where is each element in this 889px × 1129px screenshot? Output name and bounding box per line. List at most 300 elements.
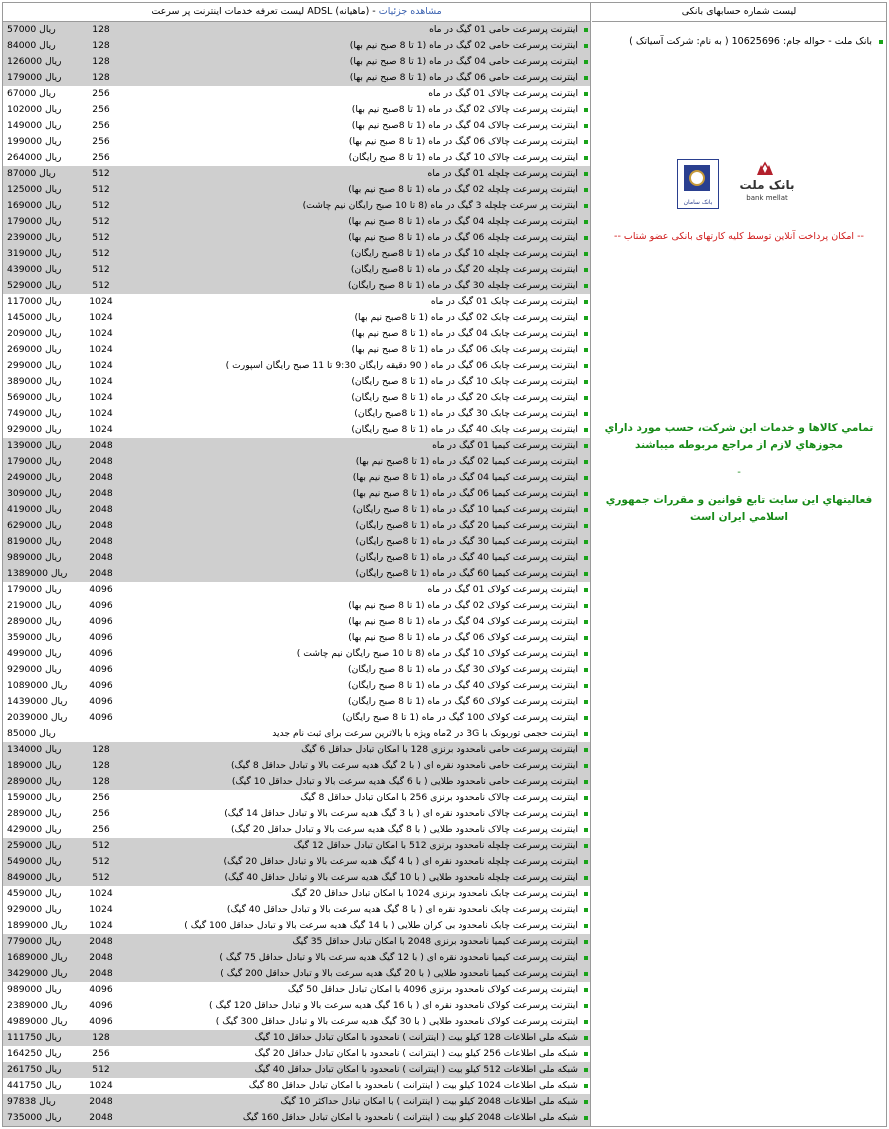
plan-name-cell: اینترنت حجمی توربونک با 3G در 2ماه ویژه با بالاترین سرعت برای ثبت نام جدید (272, 728, 578, 739)
tariff-row (3, 454, 590, 470)
plan-name-cell: شبکه ملی اطلاعات 512 کیلو بیت ( اینترانت ) نامحدود با امکان تبادل حداقل 40 گیگ (254, 1064, 578, 1075)
tariff-row (3, 870, 590, 886)
saman-bank-logo[interactable] (677, 159, 719, 209)
price-cell: 439000 ریال (7, 264, 62, 275)
bullet-icon (584, 940, 588, 944)
price-cell: 289000 ریال (7, 776, 62, 787)
tariff-row (3, 70, 590, 86)
speed-cell: 1024 (89, 904, 113, 915)
speed-cell: 256 (92, 88, 110, 99)
bullet-icon (584, 188, 588, 192)
price-cell: 125000 ریال (7, 184, 62, 195)
plan-name-cell: شبکه ملی اطلاعات 128 کیلو بیت ( اینترانت ) نامحدود با امکان تبادل حداقل 10 گیگ (254, 1032, 578, 1043)
plan-name-cell: اینترنت پرسرعت چالاک نامحدود طلایی ( با 8 گیگ هدیه سرعت بالا و تبادل حداقل 20 گیگ) (230, 824, 578, 835)
details-link[interactable]: مشاهده جزئیات (378, 6, 442, 17)
bank-account-item (592, 32, 886, 52)
speed-cell: 2048 (89, 936, 113, 947)
bullet-icon (584, 572, 588, 576)
bullet-icon (584, 956, 588, 960)
speed-cell: 4096 (89, 664, 113, 675)
price-cell: 84000 ریال (7, 40, 56, 51)
plan-name-cell: شبکه ملی اطلاعات 1024 کیلو بیت ( اینترانت ) نامحدود با امکان تبادل حداقل 80 گیگ (248, 1080, 578, 1091)
price-cell: 189000 ریال (7, 760, 62, 771)
bullet-icon (584, 876, 588, 880)
tariff-row (3, 550, 590, 566)
speed-cell: 128 (92, 72, 110, 83)
plan-name-cell: اینترنت پرسرعت کیمیا 01 گیگ در ماه (432, 440, 578, 451)
price-cell: 179000 ریال (7, 216, 62, 227)
price-cell: 629000 ریال (7, 520, 62, 531)
tariff-row (3, 38, 590, 54)
price-cell: 569000 ریال (7, 392, 62, 403)
price-cell: 145000 ریال (7, 312, 62, 323)
bank-account-text: بانک ملت - حواله جام: 10625696 ( به نام: شرکت آسیاتک ) (629, 36, 872, 47)
speed-cell: 1024 (89, 392, 113, 403)
speed-cell: 256 (92, 808, 110, 819)
bullet-icon (584, 316, 588, 320)
tariff-row (3, 614, 590, 630)
bullet-icon (584, 668, 588, 672)
price-cell: 849000 ریال (7, 872, 62, 883)
plan-name-cell: اینترنت پرسرعت کولاک 10 گیگ در ماه (8 تا 10 صبح رایگان نیم چاشت ) (296, 648, 578, 659)
plan-name-cell: اینترنت پرسرعت کولاک 30 گیگ در ماه (1 تا 8 صبح رایگان) (348, 664, 578, 675)
bullet-icon (584, 844, 588, 848)
price-cell: 102000 ریال (7, 104, 62, 115)
tariff-row (3, 326, 590, 342)
bullet-icon (584, 1020, 588, 1024)
bullet-icon (584, 1036, 588, 1040)
bullet-icon (584, 796, 588, 800)
tariff-row (3, 582, 590, 598)
tariff-row (3, 118, 590, 134)
speed-cell: 1024 (89, 360, 113, 371)
bullet-icon (584, 444, 588, 448)
speed-cell: 512 (92, 232, 110, 243)
bullet-icon (584, 460, 588, 464)
tariff-row (3, 102, 590, 118)
price-cell: 209000 ریال (7, 328, 62, 339)
plan-name-cell: اینترنت پرسرعت کولاک 02 گیگ در ماه (1 تا 8 صبح نیم بها) (348, 600, 578, 611)
bullet-icon (584, 892, 588, 896)
mellat-name: بانک ملت (739, 178, 795, 192)
tariff-header (3, 3, 590, 22)
speed-cell: 4096 (89, 632, 113, 643)
tariff-row (3, 646, 590, 662)
tariff-row (3, 918, 590, 934)
speed-cell: 128 (92, 1032, 110, 1043)
plan-name-cell: اینترنت پرسرعت چلچله 30 گیگ در ماه (1 تا 8 صبح رایگان) (347, 280, 578, 291)
plan-name-cell: اینترنت پرسرعت چالاک 01 گیگ در ماه (428, 88, 578, 99)
bullet-icon (584, 748, 588, 752)
price-cell: 67000 ریال (7, 88, 56, 99)
speed-cell: 4096 (89, 1000, 113, 1011)
speed-cell: 2048 (89, 488, 113, 499)
price-cell: 299000 ریال (7, 360, 62, 371)
speed-cell: 512 (92, 216, 110, 227)
bullet-icon (584, 60, 588, 64)
price-cell: 164250 ریال (7, 1048, 62, 1059)
speed-cell: 512 (92, 200, 110, 211)
plan-name-cell: اینترنت پرسرعت چلچله 01 گیگ در ماه (427, 168, 578, 179)
speed-cell: 2048 (89, 568, 113, 579)
plan-name-cell: اینترنت پرسرعت کیمیا نامحدود نقره ای ( با 12 گیگ هدیه سرعت بالا و تبادل حداقل 75 گیگ ) (219, 952, 578, 963)
plan-name-cell: اینترنت پرسرعت چلچله نامحدود برنزی 512 با امکان تبادل حداقل 12 گیگ (293, 840, 578, 851)
plan-name-cell: اینترنت پرسرعت کیمیا 10 گیگ در ماه (1 تا 8 صبح رایگان) (352, 504, 578, 515)
bullet-icon (584, 508, 588, 512)
plan-name-cell: اینترنت پرسرعت چالاک 06 گیگ در ماه (1 تا 8 صبح نیم بها) (348, 136, 578, 147)
plan-name-cell: اینترنت پر سرعت چلچله 3 گیگ در ماه (8 تا 10 صبح رایگان نیم چاشت) (302, 200, 578, 211)
bullet-icon (584, 1100, 588, 1104)
plan-name-cell: اینترنت پرسرعت چالاک نامحدود نقره ای ( با 3 گیگ هدیه سرعت بالا و تبادل حداقل 14 گیگ) (224, 808, 578, 819)
plan-name-cell: اینترنت پرسرعت چلچله 10 گیگ در ماه (1 تا 8صبح رایگان) (350, 248, 578, 259)
plan-name-cell: اینترنت پرسرعت کیمیا نامحدود طلایی ( با 20 گیگ هدیه سرعت بالا و تبادل حداقل 200 گیگ ) (220, 968, 578, 979)
bullet-icon (584, 476, 588, 480)
plan-name-cell: اینترنت پرسرعت چالاک 10 گیگ در ماه (1 تا 8 صبح رایگان) (348, 152, 578, 163)
tariff-row (3, 630, 590, 646)
tariff-row (3, 166, 590, 182)
bullet-icon (584, 140, 588, 144)
speed-cell: 1024 (89, 296, 113, 307)
bullet-icon (584, 220, 588, 224)
price-cell: 57000 ریال (7, 24, 56, 35)
price-cell: 989000 ریال (7, 984, 62, 995)
bullet-icon (584, 924, 588, 928)
online-payment-note: -- امکان پرداخت آنلاین توسط کلیه کارتهای بانکی عضو شتاب -- (614, 231, 864, 242)
tariff-row (3, 518, 590, 534)
speed-cell: 512 (92, 168, 110, 179)
tariff-row (3, 790, 590, 806)
speed-cell: 128 (92, 744, 110, 755)
tariff-row (3, 726, 590, 742)
price-cell: 117000 ریال (7, 296, 62, 307)
speed-cell: 256 (92, 1048, 110, 1059)
bullet-icon (584, 620, 588, 624)
plan-name-cell: اینترنت پرسرعت چابک 20 گیگ در ماه (1 تا 8 صبح رایگان) (351, 392, 578, 403)
tariff-row (3, 950, 590, 966)
plan-name-cell: اینترنت پرسرعت چابک 06 گیگ در ماه ( 90 دقیقه رایگان 9:30 تا 11 صبح رایگان اسپورت ) (225, 360, 578, 371)
price-cell: 529000 ریال (7, 280, 62, 291)
price-cell: 319000 ریال (7, 248, 62, 259)
price-cell: 929000 ریال (7, 904, 62, 915)
tariff-row (3, 982, 590, 998)
page-frame (2, 2, 887, 1127)
speed-cell: 2048 (89, 968, 113, 979)
bullet-icon (584, 556, 588, 560)
plan-name-cell: اینترنت پرسرعت حامی نامحدود نقره ای ( با 2 گیگ هدیه سرعت بالا و تبادل حداقل 8 گیگ) (230, 760, 578, 771)
tariff-row (3, 1110, 590, 1126)
plan-name-cell: اینترنت پرسرعت چلچله 06 گیگ در ماه (1 تا 8 صبح نیم بها) (348, 232, 578, 243)
bank-logos (677, 153, 802, 223)
plan-name-cell: اینترنت پرسرعت چلچله 04 گیگ در ماه (1 تا 8 صبح نیم بها) (348, 216, 578, 227)
speed-cell: 1024 (89, 408, 113, 419)
tariff-row (3, 422, 590, 438)
speed-cell: 256 (92, 152, 110, 163)
tariff-row (3, 886, 590, 902)
bullet-icon (584, 604, 588, 608)
bullet-icon (584, 28, 588, 32)
price-cell: 735000 ریال (7, 1112, 62, 1123)
plan-name-cell: شبکه ملی اطلاعات 256 کیلو بیت ( اینترانت ) نامحدود با امکان تبادل حداقل 20 گیگ (254, 1048, 578, 1059)
price-cell: 1389000 ریال (7, 568, 68, 579)
tariff-row (3, 758, 590, 774)
price-cell: 239000 ریال (7, 232, 62, 243)
price-cell: 499000 ریال (7, 648, 62, 659)
bullet-icon (584, 332, 588, 336)
price-cell: 289000 ریال (7, 808, 62, 819)
tariff-row (3, 934, 590, 950)
bullet-icon (584, 684, 588, 688)
plan-name-cell: اینترنت پرسرعت چلچله 20 گیگ در ماه (1 تا 8صبح رایگان) (350, 264, 578, 275)
price-cell: 549000 ریال (7, 856, 62, 867)
speed-cell: 512 (92, 248, 110, 259)
plan-name-cell: اینترنت پرسرعت کولاک 04 گیگ در ماه (1 تا 8 صبح نیم بها) (348, 616, 578, 627)
speed-cell: 512 (92, 872, 110, 883)
mellat-bank-logo[interactable] (735, 161, 799, 211)
tariff-row (3, 710, 590, 726)
bullet-icon (584, 700, 588, 704)
speed-cell: 512 (92, 264, 110, 275)
plan-name-cell: اینترنت پرسرعت چلچله نامحدود طلایی ( با 10 گیگ هدیه سرعت بالا و تبادل حداقل 40 گیگ) (224, 872, 578, 883)
price-cell: 261750 ریال (7, 1064, 62, 1075)
mellat-mark-icon (755, 161, 775, 177)
price-cell: 419000 ریال (7, 504, 62, 515)
tariff-row (3, 598, 590, 614)
speed-cell: 4096 (89, 648, 113, 659)
speed-cell: 4096 (89, 984, 113, 995)
speed-cell: 1024 (89, 888, 113, 899)
price-cell: 429000 ریال (7, 824, 62, 835)
speed-cell: 128 (92, 760, 110, 771)
tariff-row (3, 22, 590, 38)
speed-cell: 256 (92, 136, 110, 147)
plan-name-cell: اینترنت پرسرعت چابک 04 گیگ در ماه (1 تا 8 صبح نیم بها) (351, 328, 578, 339)
speed-cell: 2048 (89, 952, 113, 963)
bullet-icon (584, 412, 588, 416)
speed-cell: 2048 (89, 456, 113, 467)
tariff-row (3, 1046, 590, 1062)
tariff-row (3, 406, 590, 422)
tariff-row (3, 358, 590, 374)
bullet-icon (584, 716, 588, 720)
tariff-row (3, 534, 590, 550)
bullet-icon (584, 780, 588, 784)
bullet-icon (584, 908, 588, 912)
plan-name-cell: اینترنت پرسرعت کیمیا 06 گیگ در ماه (1 تا 8 صبح نیم بها) (352, 488, 578, 499)
price-cell: 149000 ریال (7, 120, 62, 131)
plan-name-cell: اینترنت پرسرعت چابک 06 گیگ در ماه (1 تا 8 صبح نیم بها) (351, 344, 578, 355)
plan-name-cell: اینترنت پرسرعت حامی 01 گیگ در ماه (429, 24, 578, 35)
plan-name-cell: شبکه ملی اطلاعات 2048 کیلو بیت ( اینترانت ) نامحدود با امکان تبادل حداقل 160 گیگ (242, 1112, 578, 1123)
speed-cell: 256 (92, 792, 110, 803)
tariff-row (3, 390, 590, 406)
bullet-icon (584, 348, 588, 352)
bullet-icon (584, 252, 588, 256)
plan-name-cell: اینترنت پرسرعت حامی 04 گیگ در ماه (1 تا 8 صبح نیم بها) (349, 56, 578, 67)
price-cell: 3429000 ریال (7, 968, 68, 979)
bullet-icon (584, 300, 588, 304)
price-cell: 179000 ریال (7, 584, 62, 595)
tariff-row (3, 230, 590, 246)
price-cell: 264000 ریال (7, 152, 62, 163)
tariff-row (3, 822, 590, 838)
tariff-row (3, 662, 590, 678)
price-cell: 2039000 ریال (7, 712, 68, 723)
tariff-row (3, 1062, 590, 1078)
plan-name-cell: اینترنت پرسرعت چالاک 04 گیگ در ماه (1 تا 8صبح نیم بها) (351, 120, 578, 131)
tariff-row (3, 806, 590, 822)
speed-cell: 1024 (89, 920, 113, 931)
speed-cell: 512 (92, 1064, 110, 1075)
bullet-icon (584, 492, 588, 496)
tariff-row (3, 86, 590, 102)
tariff-row (3, 214, 590, 230)
speed-cell: 128 (92, 24, 110, 35)
bullet-icon (584, 588, 588, 592)
speed-cell: 256 (92, 824, 110, 835)
price-cell: 459000 ریال (7, 888, 62, 899)
bullet-icon (584, 92, 588, 96)
speed-cell: 4096 (89, 616, 113, 627)
price-cell: 309000 ریال (7, 488, 62, 499)
bullet-icon (584, 972, 588, 976)
speed-cell: 256 (92, 104, 110, 115)
tariff-row (3, 774, 590, 790)
speed-cell: 1024 (89, 1080, 113, 1091)
bullet-icon (584, 204, 588, 208)
plan-name-cell: اینترنت پرسرعت چلچله نامحدود نقره ای ( با 4 گیگ هدیه سرعت بالا و تبادل حداقل 20 گیگ) (223, 856, 578, 867)
tariff-row (3, 342, 590, 358)
bullet-icon (584, 860, 588, 864)
tariff-row (3, 470, 590, 486)
bullet-icon (584, 396, 588, 400)
price-cell: 1689000 ریال (7, 952, 68, 963)
speed-cell: 1024 (89, 344, 113, 355)
bank-panel (592, 3, 886, 1126)
bullet-icon (584, 1116, 588, 1120)
speed-cell: 4096 (89, 680, 113, 691)
tariff-row (3, 182, 590, 198)
price-cell: 989000 ریال (7, 552, 62, 563)
tariff-row (3, 198, 590, 214)
speed-cell: 4096 (89, 696, 113, 707)
price-cell: 249000 ریال (7, 472, 62, 483)
price-cell: 179000 ریال (7, 456, 62, 467)
bullet-icon (584, 812, 588, 816)
price-cell: 85000 ریال (7, 728, 56, 739)
tariff-row (3, 838, 590, 854)
price-cell: 749000 ریال (7, 408, 62, 419)
price-cell: 134000 ریال (7, 744, 62, 755)
plan-name-cell: اینترنت پرسرعت حامی 02 گیگ در ماه (1 تا 8 صبح نیم بها) (349, 40, 578, 51)
speed-cell: 2048 (89, 520, 113, 531)
tariff-row (3, 438, 590, 454)
price-cell: 819000 ریال (7, 536, 62, 547)
plan-name-cell: اینترنت پرسرعت چابک نامحدود برنزی 1024 با امکان تبادل حداقل 20 گیگ (291, 888, 578, 899)
speed-cell: 128 (92, 40, 110, 51)
speed-cell: 1024 (89, 424, 113, 435)
tariff-table (3, 22, 590, 1126)
plan-name-cell: اینترنت پرسرعت کیمیا 40 گیگ در ماه (1 تا 8صبح رایگان) (355, 552, 578, 563)
tariff-row (3, 966, 590, 982)
plan-name-cell: اینترنت پرسرعت کولاک 40 گیگ در ماه (1 تا 8 صبح رایگان) (348, 680, 578, 691)
law-notice: فعاليتهاي اين سايت تابع قوانين و مقررات جمهوري اسلامي ايران است (605, 494, 873, 523)
plan-name-cell: اینترنت پرسرعت چابک 01 گیگ در ماه (430, 296, 578, 307)
price-cell: 179000 ریال (7, 72, 62, 83)
plan-name-cell: اینترنت پرسرعت کیمیا 30 گیگ در ماه (1 تا 8صبح رایگان) (355, 536, 578, 547)
tariff-title: لیست تعرفه خدمات اینترنت پر سرعت ADSL (ماهیانه) - (151, 6, 379, 17)
speed-cell: 2048 (89, 1112, 113, 1123)
plan-name-cell: اینترنت پرسرعت چابک 02 گیگ در ماه (1 تا 8صبح نیم بها) (354, 312, 578, 323)
price-cell: 269000 ریال (7, 344, 62, 355)
plan-name-cell: اینترنت پرسرعت چابک نامحدود بی کران طلایی ( با 14 گیگ هدیه سرعت بالا و تبادل حداقل 100 گیگ ) (184, 920, 578, 931)
price-cell: 289000 ریال (7, 616, 62, 627)
tariff-row (3, 54, 590, 70)
bullet-icon (584, 76, 588, 80)
tariff-panel (3, 3, 591, 1126)
tariff-row (3, 134, 590, 150)
speed-cell: 2048 (89, 1096, 113, 1107)
license-notice: تمامي كالاها و خدمات اين شركت، حسب مورد داراي مجوزهاي لازم از مراجع مربوطه ميباشند (604, 422, 874, 451)
plan-name-cell: اینترنت پرسرعت کولاک 06 گیگ در ماه (1 تا 8 صبح نیم بها) (348, 632, 578, 643)
bullet-icon (584, 156, 588, 160)
price-cell: 441750 ریال (7, 1080, 62, 1091)
tariff-row (3, 1030, 590, 1046)
bullet-icon (584, 1052, 588, 1056)
price-cell: 97838 ریال (7, 1096, 56, 1107)
speed-cell: 512 (92, 184, 110, 195)
tariff-row (3, 486, 590, 502)
tariff-row (3, 246, 590, 262)
bullet-icon (879, 40, 883, 44)
tariff-row (3, 678, 590, 694)
bullet-icon (584, 236, 588, 240)
speed-cell: 2048 (89, 504, 113, 515)
bullet-icon (584, 1004, 588, 1008)
speed-cell: 4096 (89, 584, 113, 595)
tariff-row (3, 854, 590, 870)
price-cell: 139000 ریال (7, 440, 62, 451)
tariff-row (3, 502, 590, 518)
plan-name-cell: اینترنت پرسرعت کیمیا 20 گیگ در ماه (1 تا 8صبح رایگان) (355, 520, 578, 531)
speed-cell: 128 (92, 56, 110, 67)
price-cell: 87000 ریال (7, 168, 56, 179)
price-cell: 219000 ریال (7, 600, 62, 611)
tariff-row (3, 742, 590, 758)
tariff-row (3, 1014, 590, 1030)
speed-cell: 1024 (89, 328, 113, 339)
price-cell: 779000 ریال (7, 936, 62, 947)
plan-name-cell: اینترنت پرسرعت حامی 06 گیگ در ماه (1 تا 8 صبح نیم بها) (349, 72, 578, 83)
plan-name-cell: اینترنت پرسرعت چالاک نامحدود برنزی 256 با امکان تبادل حداقل 8 گیگ (300, 792, 578, 803)
tariff-row (3, 278, 590, 294)
speed-cell: 256 (92, 120, 110, 131)
bullet-icon (584, 524, 588, 528)
plan-name-cell: اینترنت پرسرعت چالاک 02 گیگ در ماه (1 تا 8صبح نیم بها) (351, 104, 578, 115)
speed-cell: 2048 (89, 552, 113, 563)
price-cell: 1899000 ریال (7, 920, 68, 931)
bullet-icon (584, 764, 588, 768)
speed-cell: 512 (92, 280, 110, 291)
price-cell: 389000 ریال (7, 376, 62, 387)
speed-cell: 2048 (89, 536, 113, 547)
speed-cell: 2048 (89, 472, 113, 483)
notice-separator: - (737, 467, 741, 478)
tariff-row (3, 374, 590, 390)
speed-cell: 4096 (89, 712, 113, 723)
plan-name-cell: اینترنت پرسرعت کیمیا 04 گیگ در ماه (1 تا 8 صبح نیم بها) (352, 472, 578, 483)
bullet-icon (584, 428, 588, 432)
tariff-row (3, 1094, 590, 1110)
